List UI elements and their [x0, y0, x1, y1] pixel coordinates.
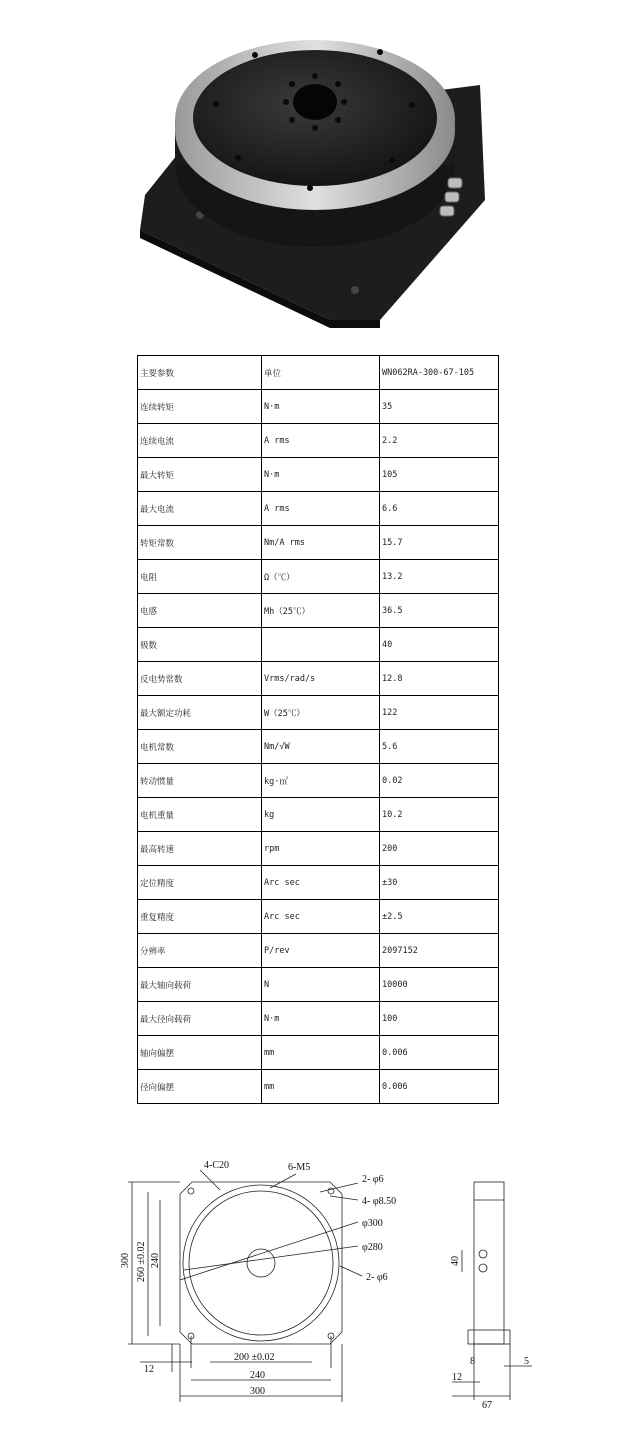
cell-unit: P/rev — [262, 934, 380, 968]
cell-value: 12.8 — [380, 662, 499, 696]
cell-unit: Mh（25℃） — [262, 594, 380, 628]
cell-unit: mm — [262, 1070, 380, 1104]
cell-unit: N·m — [262, 458, 380, 492]
cell-unit: N·m — [262, 1002, 380, 1036]
cell-unit: W（25℃） — [262, 696, 380, 730]
cell-param: 最大径向载荷 — [138, 1002, 262, 1036]
cell-unit: kg·㎡ — [262, 764, 380, 798]
cell-param: 分辨率 — [138, 934, 262, 968]
cell-value: 13.2 — [380, 560, 499, 594]
cell-unit: Arc sec — [262, 866, 380, 900]
table-row — [138, 458, 499, 492]
table-row — [138, 594, 499, 628]
cell-value: 200 — [380, 832, 499, 866]
table-row — [138, 628, 499, 662]
cell-param: 极数 — [138, 628, 262, 662]
cell-param: 重复精度 — [138, 900, 262, 934]
label-hole-b: 4- φ8.50 — [362, 1196, 397, 1207]
cell-param: 最高转速 — [138, 832, 262, 866]
label-thread: 6-M5 — [288, 1162, 311, 1173]
table-row — [138, 560, 499, 594]
cell-param: 转动惯量 — [138, 764, 262, 798]
cell-unit: N — [262, 968, 380, 1002]
spec-table — [137, 355, 499, 1104]
table-row — [138, 1036, 499, 1070]
table-row — [138, 696, 499, 730]
cell-param: 最大额定功耗 — [138, 696, 262, 730]
cell-unit: Vrms/rad/s — [262, 662, 380, 696]
label-height-inner: 240 — [150, 1253, 161, 1268]
header-param: 主要参数 — [138, 356, 262, 390]
cell-value: 10000 — [380, 968, 499, 1002]
cell-param: 定位精度 — [138, 866, 262, 900]
header-model: WN062RA-300-67-105 — [380, 356, 499, 390]
cell-value: 0.02 — [380, 764, 499, 798]
cell-param: 最大电流 — [138, 492, 262, 526]
header-unit: 单位 — [262, 356, 380, 390]
cell-param: 最大转矩 — [138, 458, 262, 492]
cell-unit: kg — [262, 798, 380, 832]
cell-param: 最大轴向载荷 — [138, 968, 262, 1002]
table-row — [138, 968, 499, 1002]
table-row — [138, 492, 499, 526]
cell-value: 2097152 — [380, 934, 499, 968]
cell-unit: Nm/A rms — [262, 526, 380, 560]
table-row — [138, 390, 499, 424]
cell-param: 反电势常数 — [138, 662, 262, 696]
label-width-240: 240 — [250, 1370, 265, 1381]
cell-unit: A rms — [262, 492, 380, 526]
cell-value: 105 — [380, 458, 499, 492]
label-hole-a: 2- φ6 — [362, 1174, 384, 1185]
label-left-offset: 12 — [144, 1364, 154, 1375]
cell-param: 径向偏摆 — [138, 1070, 262, 1104]
label-chamfer: 4-C20 — [204, 1160, 229, 1171]
table-row — [138, 526, 499, 560]
table-row — [138, 424, 499, 458]
cell-value: ±30 — [380, 866, 499, 900]
table-row — [138, 866, 499, 900]
cell-unit: N·m — [262, 390, 380, 424]
cell-value: 100 — [380, 1002, 499, 1036]
label-height-pitch: 260 ±0.02 — [136, 1241, 147, 1282]
cell-unit: Arc sec — [262, 900, 380, 934]
cell-unit: mm — [262, 1036, 380, 1070]
cell-param: 电阻 — [138, 560, 262, 594]
table-row — [138, 900, 499, 934]
cell-value: ±2.5 — [380, 900, 499, 934]
cell-value: 15.7 — [380, 526, 499, 560]
table-row — [138, 1002, 499, 1036]
label-dim-67: 67 — [482, 1400, 492, 1411]
label-hole-c: 2- φ6 — [366, 1272, 388, 1283]
label-dim-5: 5 — [524, 1356, 529, 1367]
product-photo — [130, 0, 510, 330]
cell-unit — [262, 628, 380, 662]
cell-unit: rpm — [262, 832, 380, 866]
cell-value: 40 — [380, 628, 499, 662]
label-height-total: 300 — [120, 1253, 131, 1268]
cell-value: 0.006 — [380, 1036, 499, 1070]
cell-param: 转矩常数 — [138, 526, 262, 560]
label-dia-outer: φ300 — [362, 1218, 383, 1229]
table-row — [138, 662, 499, 696]
cell-value: 5.6 — [380, 730, 499, 764]
table-row — [138, 934, 499, 968]
table-header-row — [138, 356, 499, 390]
label-dim-12: 12 — [452, 1372, 462, 1383]
cell-param: 电感 — [138, 594, 262, 628]
table-row — [138, 832, 499, 866]
label-pitch-200: 200 ±0.02 — [234, 1352, 275, 1363]
cell-value: 2.2 — [380, 424, 499, 458]
cell-param: 连续转矩 — [138, 390, 262, 424]
label-dia-inner: φ280 — [362, 1242, 383, 1253]
cell-value: 6.6 — [380, 492, 499, 526]
cell-value: 35 — [380, 390, 499, 424]
cell-value: 10.2 — [380, 798, 499, 832]
table-row — [138, 1070, 499, 1104]
cell-unit: Ω（℃） — [262, 560, 380, 594]
cell-value: 36.5 — [380, 594, 499, 628]
cell-param: 电机常数 — [138, 730, 262, 764]
table-row — [138, 798, 499, 832]
cell-param: 电机重量 — [138, 798, 262, 832]
cell-unit: Nm/√W — [262, 730, 380, 764]
cell-value: 0.006 — [380, 1070, 499, 1104]
cell-param: 轴向偏摆 — [138, 1036, 262, 1070]
cell-unit: A rms — [262, 424, 380, 458]
cell-param: 连续电流 — [138, 424, 262, 458]
label-dim-8: 8 — [470, 1356, 475, 1367]
table-row — [138, 764, 499, 798]
cell-value: 122 — [380, 696, 499, 730]
label-width-300: 300 — [250, 1386, 265, 1397]
label-conn-pitch: 40 — [450, 1256, 461, 1266]
table-row — [138, 730, 499, 764]
dimension-drawing — [100, 1150, 540, 1415]
